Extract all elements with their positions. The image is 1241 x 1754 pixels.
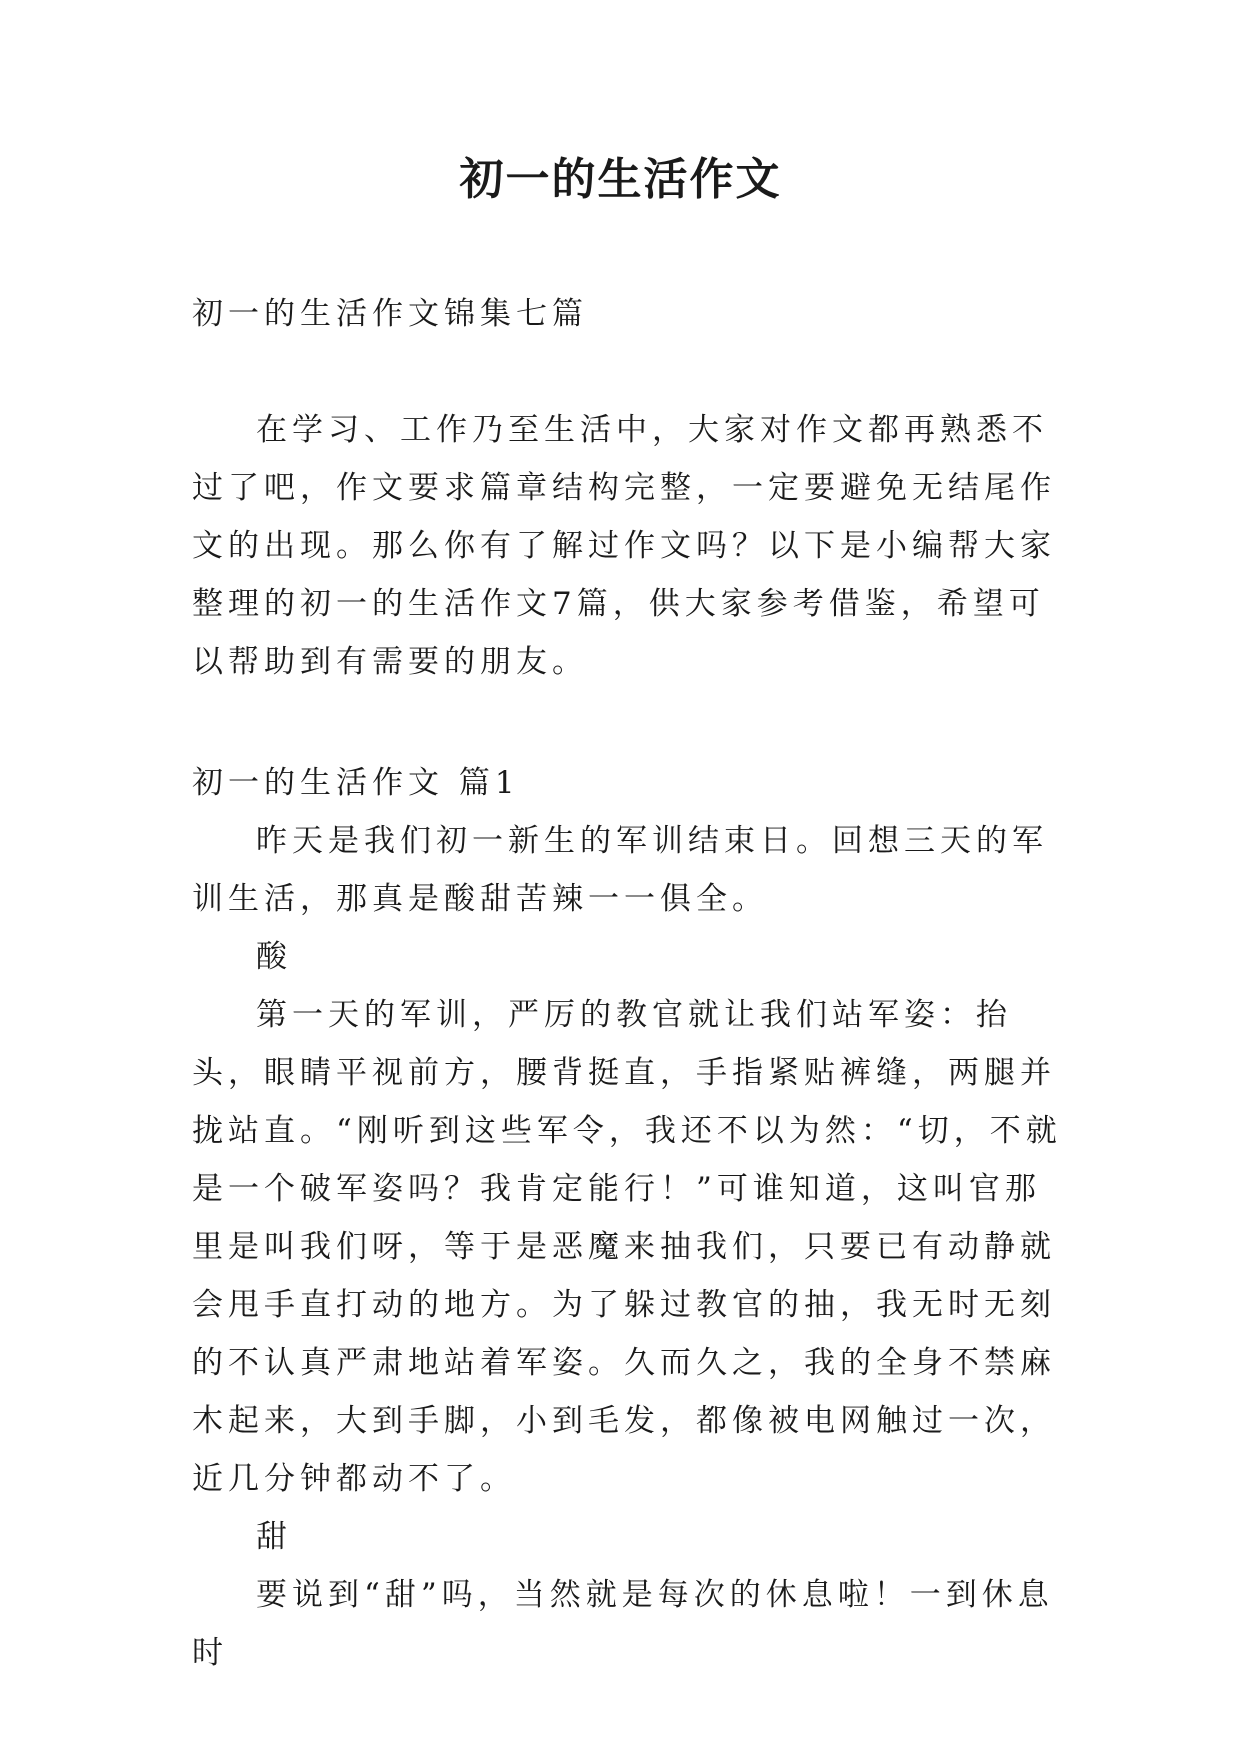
document-subtitle: 初一的生活作文锦集七篇 xyxy=(192,296,588,332)
paragraph-3: 要说到“甜”吗，当然就是每次的休息啦！一到休息时 xyxy=(192,1577,1054,1671)
subheading-sweet: 甜 xyxy=(256,1519,292,1555)
document-title: 初一的生活作文 xyxy=(459,154,782,205)
document-body xyxy=(192,285,1062,1682)
intro-paragraph: 在学习、工作乃至生活中，大家对作文都再熟悉不过了吧，作文要求篇章结构完整，一定要避免无结尾作文的出现。那么你有了解过作文吗？以下是小编帮大家整理的初一的生活作文7篇，供大家参考借鉴，希望可以帮助到有需要的朋友。 xyxy=(192,412,1056,680)
paragraph-2: 第一天的军训，严厉的教官就让我们站军姿：抬头，眼睛平视前方，腰背挺直，手指紧贴裤缝，两腿并拢站直。“刚听到这些军令，我还不以为然：“切，不就是一个破军姿吗？我肯定能行！”可谁知道，这叫官那里是叫我们呀，等于是恶魔来抽我们，只要已有动静就会甩手直打动的地方。为了躲过教官的抽，我无时无刻的不认真严肃地站着军姿。久而久之，我的全身不禁麻木起来，大到手脚，小到毛发，都像被电网触过一次，近几分钟都动不了。 xyxy=(192,997,1062,1497)
paragraph-1: 昨天是我们初一新生的军训结束日。回想三天的军训生活，那真是酸甜苦辣一一俱全。 xyxy=(192,823,1048,917)
section-heading: 初一的生活作文 篇1 xyxy=(192,765,520,801)
subheading-sour: 酸 xyxy=(256,939,292,975)
